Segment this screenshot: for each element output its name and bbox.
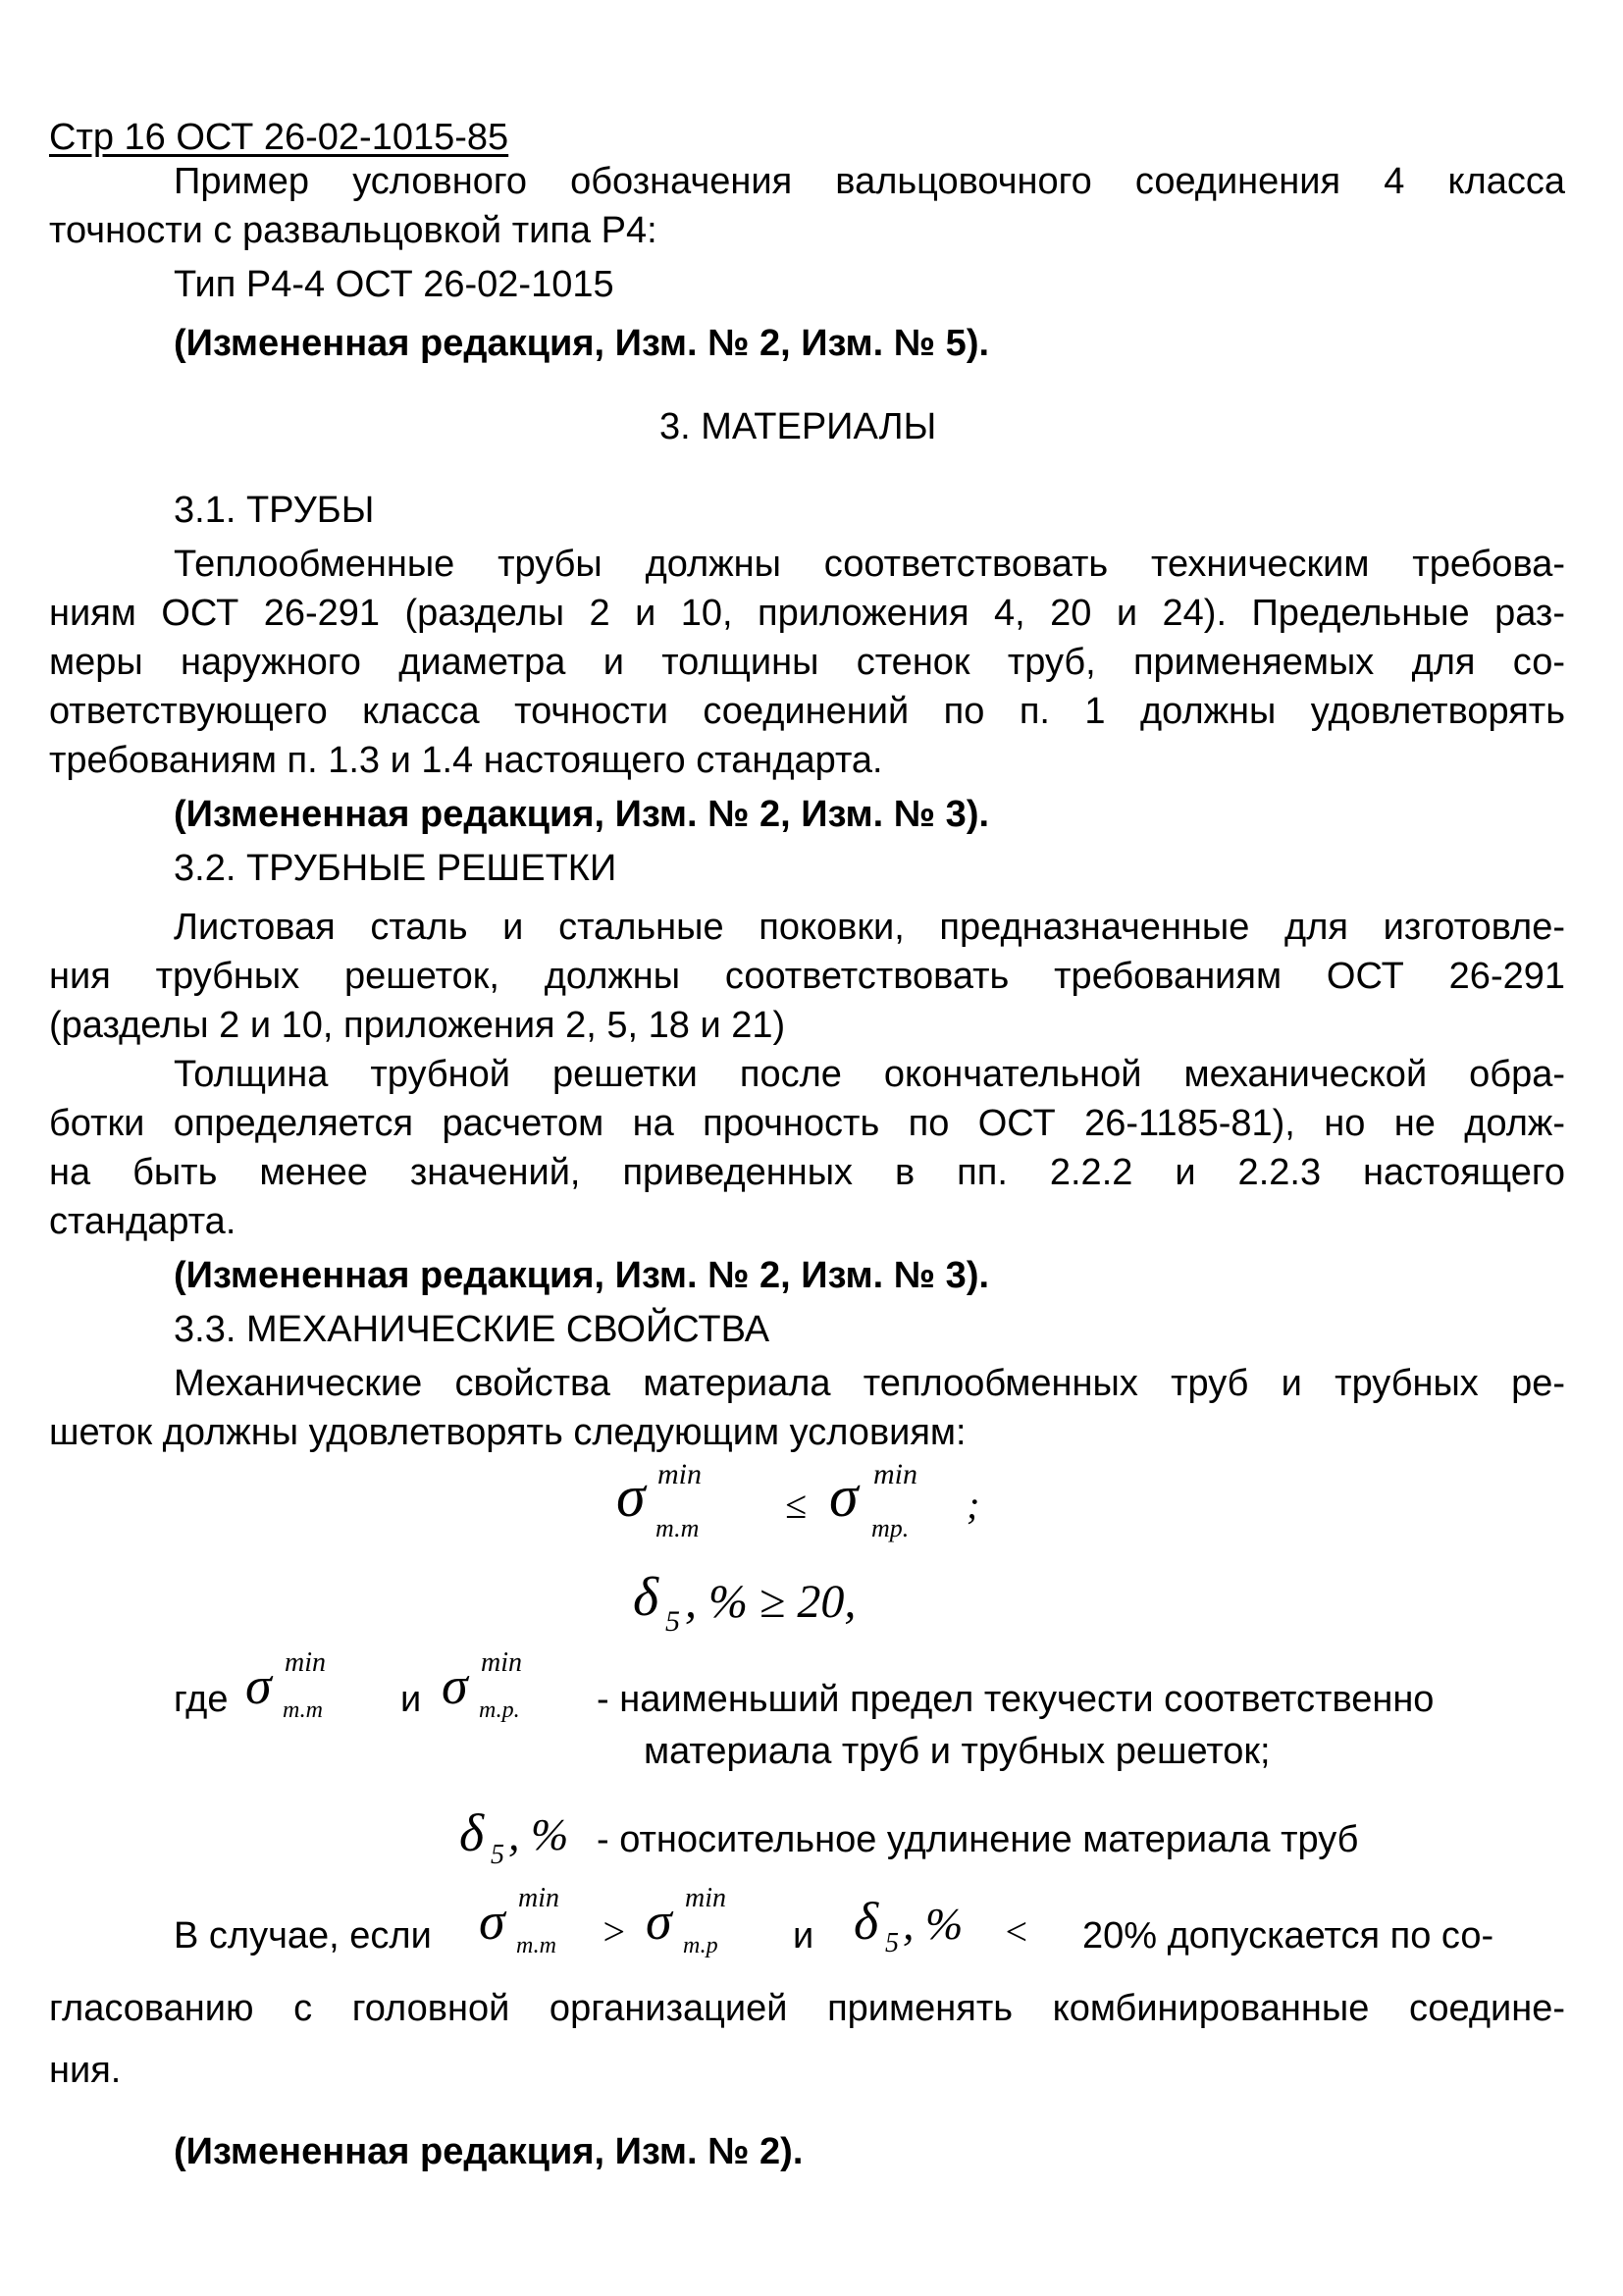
yield-definition-line-2: материала труб и трубных решеток; — [644, 1731, 1271, 1772]
and-word: и — [400, 1679, 422, 1720]
sigma-symbol: σ — [616, 1464, 646, 1529]
paragraph-line: на быть менее значений, приведенных в пп. 2.2.2 и 2.2.3 настоящего — [49, 1152, 1565, 1193]
revision-note: (Измененная редакция, Изм. № 2, Изм. № 5). — [174, 323, 990, 364]
case-intro: В случае, если — [174, 1915, 432, 1957]
superscript-min: min — [481, 1647, 522, 1678]
example-line-2: точности с развальцовкой типа Р4: — [49, 210, 657, 251]
subscript-tt: т.т — [655, 1514, 700, 1542]
superscript-min: min — [518, 1883, 559, 1913]
percent-unit: , % — [903, 1899, 964, 1949]
paragraph-line: ниям ОСТ 26-291 (разделы 2 и 10, приложения 4, 20 и 24). Предельные раз- — [49, 593, 1565, 634]
subscript-tp: тр. — [871, 1514, 910, 1542]
revision-note: (Измененная редакция, Изм. № 2, Изм. № 3). — [174, 1255, 990, 1296]
paragraph-line: стандарта. — [49, 1201, 236, 1242]
sigma-symbol: σ — [479, 1892, 505, 1951]
delta-symbol: δ — [633, 1567, 659, 1628]
gt-symbol: > — [601, 1909, 627, 1954]
paragraph-line: ния трубных решеток, должны соответствовать требованиям ОСТ 26-291 — [49, 956, 1565, 997]
subscript-tp: т.р. — [479, 1697, 520, 1723]
elongation-condition: , % ≥ 20, — [685, 1576, 857, 1628]
delta-symbol: δ — [459, 1803, 485, 1862]
paragraph-line: требованиям п. 1.3 и 1.4 настоящего стандарта. — [49, 740, 883, 781]
subsection-title-3-3: 3.3. МЕХАНИЧЕСКИЕ СВОЙСТВА — [174, 1309, 770, 1350]
superscript-min: min — [657, 1458, 702, 1490]
revision-note: (Измененная редакция, Изм. № 2). — [174, 2131, 804, 2172]
delta-symbol: δ — [854, 1892, 879, 1951]
paragraph-line: Теплообменные трубы должны соответствовать техническим требова- — [174, 544, 1565, 585]
subscript-5: 5 — [665, 1605, 680, 1638]
yield-definition-line-1: - наименьший предел текучести соответственно — [597, 1679, 1435, 1720]
paragraph-line: Листовая сталь и стальные поковки, предназначенные для изготовле- — [174, 907, 1565, 948]
revision-note: (Измененная редакция, Изм. № 2, Изм. № 3). — [174, 794, 990, 835]
sigma-symbol: σ — [829, 1464, 859, 1529]
paragraph-line: меры наружного диаметра и толщины стенок труб, применяемых для со- — [49, 642, 1565, 683]
superscript-min: min — [873, 1458, 917, 1490]
paragraph-line: ния. — [49, 2050, 122, 2091]
paragraph-line: шеток должны удовлетворять следующим условиям: — [49, 1412, 967, 1453]
superscript-min: min — [285, 1647, 326, 1678]
subsection-title-3-2: 3.2. ТРУБНЫЕ РЕШЕТКИ — [174, 848, 617, 889]
sigma-symbol: σ — [245, 1656, 272, 1715]
subscript-tt: т.т — [516, 1933, 556, 1958]
example-line-1: Пример условного обозначения вальцовочного соединения 4 класса — [174, 161, 1565, 202]
subscript-tt: т.т — [283, 1697, 323, 1723]
and-word: и — [793, 1915, 814, 1957]
lt-symbol: < — [1003, 1909, 1029, 1954]
where-label: где — [174, 1679, 229, 1720]
subscript-5: 5 — [885, 1928, 899, 1958]
superscript-min: min — [685, 1883, 726, 1913]
semicolon: ; — [967, 1483, 980, 1527]
le-symbol: ≤ — [785, 1483, 807, 1527]
paragraph-line: (разделы 2 и 10, приложения 2, 5, 18 и 21) — [49, 1005, 786, 1046]
sigma-symbol: σ — [646, 1892, 672, 1951]
paragraph-line: ботки определяется расчетом на прочность по ОСТ 26-1185-81), но не долж- — [49, 1103, 1565, 1144]
case-tail: 20% допускается по со- — [1082, 1915, 1494, 1957]
paragraph-line: ответствующего класса точности соединений по п. 1 должны удовлетворять — [49, 691, 1565, 732]
section-title: 3. МАТЕРИАЛЫ — [659, 406, 937, 447]
paragraph-line: гласованию с головной организацией применять комбинированные соедине- — [49, 1988, 1565, 2029]
page-header: Стр 16 ОСТ 26-02-1015-85 — [49, 117, 509, 158]
designation: Тип Р4-4 ОСТ 26-02-1015 — [174, 264, 614, 305]
elongation-definition: - относительное удлинение материала труб — [597, 1819, 1359, 1860]
paragraph-line: Толщина трубной решетки после окончательной механической обра- — [174, 1054, 1565, 1095]
subscript-5: 5 — [491, 1840, 504, 1870]
subscript-tp: т.р — [683, 1933, 718, 1958]
paragraph-line: Механические свойства материала теплообменных труб и трубных ре- — [174, 1363, 1565, 1404]
percent-unit: , % — [508, 1809, 569, 1859]
sigma-symbol: σ — [442, 1656, 468, 1715]
subsection-title-3-1: 3.1. ТРУБЫ — [174, 490, 375, 531]
